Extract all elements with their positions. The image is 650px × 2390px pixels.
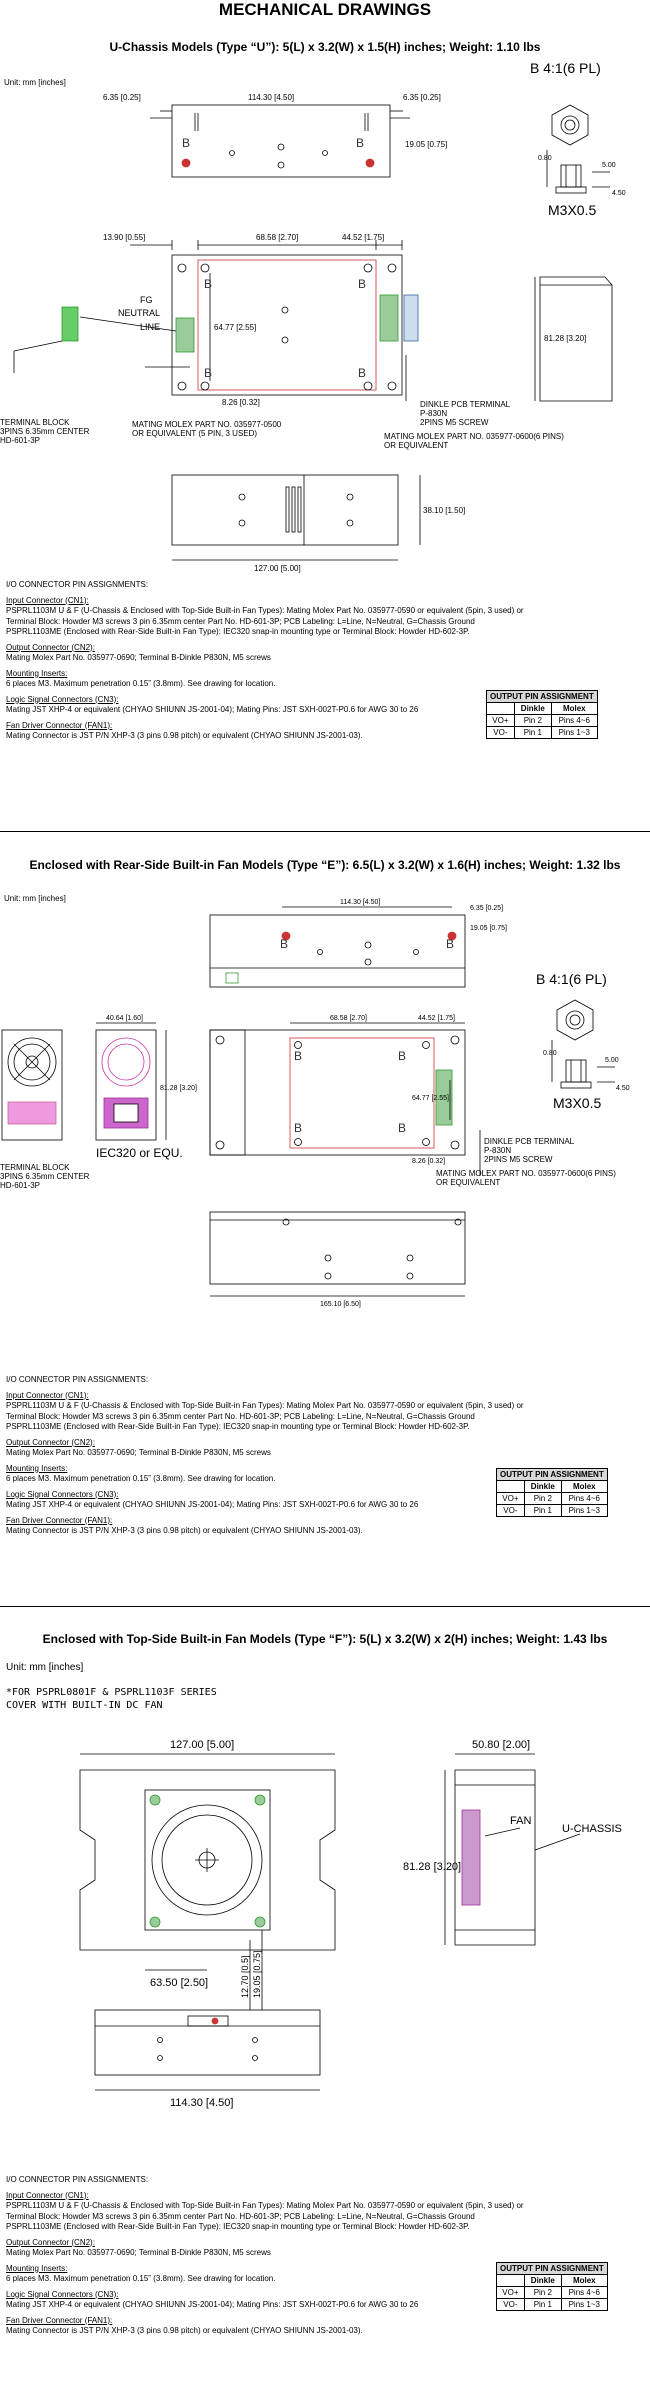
drawing-top-fan (0, 1730, 650, 2170)
dim-label: 12.70 [0.5] (240, 1955, 250, 1998)
io-fan-title: Fan Driver Connector (FAN1): (6, 2315, 113, 2325)
dim-label: 4.50 (616, 1085, 630, 1092)
io-heading: I/O CONNECTOR PIN ASSIGNMENTS: (6, 580, 149, 589)
table-row: VO- Pin 1 Pins 1~3 (497, 2299, 608, 2311)
dim-label: 127.00 [5.00] (170, 1739, 235, 1751)
scale-label: B 4:1(6 PL) (536, 971, 607, 987)
io-cn1-title: Input Connector (CN1): (6, 2190, 89, 2200)
uchassis-label: U-CHASSIS (562, 1823, 622, 1835)
dim-label: 81.28 [3.20] (160, 1085, 197, 1092)
dim-label: 40.64 [1.60] (106, 1015, 143, 1022)
dim-label: 44.52 [1.75] (342, 233, 385, 242)
drawing-u-chassis (0, 55, 650, 575)
section-title-e: Enclosed with Rear-Side Built-in Fan Models (Type “E”): 6.5(L) x 3.2(W) x 1.6(H) inches; Weight: 1.32 lbs (29, 858, 621, 872)
dim-label: 0.80 (538, 155, 552, 162)
terminal-label: 3PINS 6.35mm CENTER (0, 427, 90, 436)
io-heading: I/O CONNECTOR PIN ASSIGNMENTS: (6, 2175, 149, 2184)
io-block (6, 2175, 646, 2337)
dim-label: 81.28 [3.20] (544, 334, 587, 343)
dim-label: 114.30 [4.50] (340, 899, 381, 906)
detail-b-marker: B (356, 136, 365, 150)
io-mount-line: 6 places M3. Maximum penetration 0.15” (3.8mm). See drawing for location. (6, 2274, 276, 2283)
io-cn1-line: Terminal Block: Howder M3 screws 3 pin 6.35mm center Part No. HD-601-3P; PCB Labeling: L=Line, N=Neutral, G=Chassis Ground (6, 1411, 475, 1421)
detail-b-marker: B (358, 277, 367, 291)
dim-label: 68.58 [2.70] (330, 1015, 367, 1022)
dim-label: 81.28 [3.20] (403, 1861, 462, 1873)
dim-label: 6.35 [0.25] (403, 93, 441, 102)
screw-label: M3X0.5 (553, 1095, 602, 1111)
dinkle-label: P-830N (420, 409, 448, 418)
io-cn3-line: Mating JST XHP-4 or equivalent (CHYAO SHIUNN JS-2001-04); Mating Pins: JST SXH-002T-P0.6 for AWG 30 to 26 (6, 1500, 419, 1509)
io-mount-title: Mounting Inserts: (6, 2263, 68, 2273)
io-mount-title: Mounting Inserts: (6, 1463, 68, 1473)
dinkle-label: DINKLE PCB TERMINAL (420, 400, 511, 409)
detail-b-marker: B (204, 277, 213, 291)
unit-label: Unit: mm [inches] (6, 1662, 84, 1673)
dim-label: 68.58 [2.70] (256, 233, 299, 242)
dim-label: 165.10 [6.50] (320, 1301, 361, 1308)
scale-label: B 4:1(6 PL) (530, 60, 601, 76)
pin-table-caption: OUTPUT PIN ASSIGNMENT (497, 2263, 608, 2275)
io-cn2-title: Output Connector (CN2): (6, 642, 95, 652)
dinkle-label: 2PINS M5 SCREW (484, 1155, 553, 1164)
iec-label: IEC320 or EQU. (96, 1146, 183, 1160)
pin-table: OUTPUT PIN ASSIGNMENT Dinkle Molex VO+ Pin 2 Pins 4~6 VO- Pin 1 Pins 1~3 (496, 2262, 608, 2311)
io-cn3-title: Logic Signal Connectors (CN3): (6, 694, 119, 704)
io-cn1-line: Terminal Block: Howder M3 screws 3 pin 6.35mm center Part No. HD-601-3P; PCB Labeling: L=Line, N=Neutral, G=Chassis Ground (6, 616, 475, 626)
dim-label: 6.35 [0.25] (470, 905, 504, 912)
terminal-label: HD-601-3P (0, 436, 41, 445)
io-mount-line: 6 places M3. Maximum penetration 0.15” (3.8mm). See drawing for location. (6, 679, 276, 688)
dim-label: 38.10 [1.50] (423, 506, 466, 515)
page-title: MECHANICAL DRAWINGS (218, 0, 432, 19)
section-title-u: U-Chassis Models (Type “U”): 5(L) x 3.2(W) x 1.5(H) inches; Weight: 1.10 lbs (109, 40, 541, 54)
pin-table: OUTPUT PIN ASSIGNMENT Dinkle Molex VO+ Pin 2 Pins 4~6 VO- Pin 1 Pins 1~3 (486, 690, 598, 739)
label-fg: FG (140, 295, 153, 305)
pin-table-caption: OUTPUT PIN ASSIGNMENT (497, 1469, 608, 1481)
dinkle-label: DINKLE PCB TERMINAL (484, 1137, 575, 1146)
dim-label: 5.00 (602, 162, 616, 169)
pin-table-caption: OUTPUT PIN ASSIGNMENT (487, 691, 598, 703)
io-cn3-line: Mating JST XHP-4 or equivalent (CHYAO SHIUNN JS-2001-04); Mating Pins: JST SXH-002T-P0.6 for AWG 30 to 26 (6, 705, 419, 714)
label-neutral: NEUTRAL (118, 308, 161, 318)
io-cn1-line: PSPRL1103ME (Enclosed with Rear-Side Built-in Fan Type): IEC320 snap-in mounting type or Terminal Block: Howder HD-602-3P. (6, 627, 470, 636)
io-heading: I/O CONNECTOR PIN ASSIGNMENTS: (6, 1375, 149, 1384)
table-row: VO- Pin 1 Pins 1~3 (487, 727, 598, 739)
dim-label: 64.77 [2.55] (214, 323, 257, 332)
table-row: VO+ Pin 2 Pins 4~6 (497, 1493, 608, 1505)
io-cn2-line: Mating Molex Part No. 035977-0690; Terminal B-Dinkle P830N, M5 screws (6, 653, 271, 662)
section-divider (0, 1606, 650, 1607)
io-cn1-title: Input Connector (CN1): (6, 595, 89, 605)
dim-label: 114.30 [4.50] (248, 93, 295, 102)
dim-label: 63.50 [2.50] (150, 1977, 209, 1989)
terminal-label: TERMINAL BLOCK (0, 1163, 70, 1172)
dinkle-label: 2PINS M5 SCREW (420, 418, 489, 427)
dinkle-label: P-830N (484, 1146, 512, 1155)
detail-b-marker: B (280, 937, 289, 951)
mating-label: OR EQUIVALENT (436, 1178, 501, 1187)
io-fan-line: Mating Connector is JST P/N XHP-3 (3 pins 0.98 pitch) or equivalent (CHYAO SHIUNN JS-2001-03). (6, 731, 363, 740)
detail-b-marker: B (398, 1121, 407, 1135)
mating-label: MATING MOLEX PART NO. 035977-0600(6 PINS) (436, 1169, 616, 1178)
terminal-label: TERMINAL BLOCK (0, 418, 70, 427)
screw-label: M3X0.5 (548, 202, 597, 218)
io-cn1-line: PSPRL1103ME (Enclosed with Rear-Side Built-in Fan Type): IEC320 snap-in mounting type or Terminal Block: Howder HD-602-3P. (6, 2222, 470, 2231)
pin-table: OUTPUT PIN ASSIGNMENT Dinkle Molex VO+ Pin 2 Pins 4~6 VO- Pin 1 Pins 1~3 (496, 1468, 608, 1517)
io-cn3-title: Logic Signal Connectors (CN3): (6, 2289, 119, 2299)
io-fan-line: Mating Connector is JST P/N XHP-3 (3 pins 0.98 pitch) or equivalent (CHYAO SHIUNN JS-2001-03). (6, 1526, 363, 1535)
io-cn3-title: Logic Signal Connectors (CN3): (6, 1489, 119, 1499)
fan-label: FAN (510, 1815, 532, 1827)
table-row: VO+ Pin 2 Pins 4~6 (497, 2287, 608, 2299)
detail-b-marker: B (446, 937, 455, 951)
table-row: VO+ Pin 2 Pins 4~6 (487, 715, 598, 727)
detail-b-marker: B (294, 1049, 303, 1063)
detail-b-marker: B (398, 1049, 407, 1063)
dim-label: 13.90 [0.55] (103, 233, 146, 242)
io-fan-line: Mating Connector is JST P/N XHP-3 (3 pins 0.98 pitch) or equivalent (CHYAO SHIUNN JS-2001-03). (6, 2326, 363, 2335)
dim-label: 127.00 [5.00] (254, 564, 301, 573)
dim-label: 0.80 (543, 1050, 557, 1057)
dim-label: 19.05 [0.75] (470, 925, 507, 932)
dim-label: 8.26 [0.32] (412, 1158, 446, 1165)
terminal-label: 3PINS 6.35mm CENTER (0, 1172, 90, 1181)
dim-label: 19.05 [0.75] (252, 1950, 262, 1998)
fan-note: *FOR PSPRL0801F & PSPRL1103F SERIES COVER WITH BUILT-IN DC FAN (6, 1687, 217, 1711)
io-cn1-line: PSPRL1103M U & F (U-Chassis & Enclosed with Top-Side Built-in Fan Types): Mating Molex Part No. 035977-0590 or equivalent (5pin, 3 used) or (6, 2201, 524, 2210)
io-cn1-line: PSPRL1103M U & F (U-Chassis & Enclosed with Top-Side Built-in Fan Types): Mating Molex Part No. 035977-0590 or equivalent (5pin, 3 used) or (6, 606, 524, 615)
section-title-f: Enclosed with Top-Side Built-in Fan Models (Type “F”): 5(L) x 3.2(W) x 2(H) inches; Weight: 1.43 lbs (42, 1632, 608, 1646)
io-cn1-line: PSPRL1103ME (Enclosed with Rear-Side Built-in Fan Type): IEC320 snap-in mounting type or Terminal Block: Howder HD-602-3P. (6, 1422, 470, 1431)
mating-label: OR EQUIVALENT (384, 441, 449, 450)
io-mount-title: Mounting Inserts: (6, 668, 68, 678)
io-fan-title: Fan Driver Connector (FAN1): (6, 720, 113, 730)
dim-label: 6.35 [0.25] (103, 93, 141, 102)
detail-b-marker: B (182, 136, 191, 150)
mating-label: OR EQUIVALENT (5 PIN, 3 USED) (132, 429, 258, 438)
mating-label: MATING MOLEX PART NO. 035977-0500 (132, 420, 282, 429)
io-cn3-line: Mating JST XHP-4 or equivalent (CHYAO SHIUNN JS-2001-04); Mating Pins: JST SXH-002T-P0.6 for AWG 30 to 26 (6, 2300, 419, 2309)
unit-label: Unit: mm [inches] (4, 894, 66, 903)
detail-b-marker: B (294, 1121, 303, 1135)
io-mount-line: 6 places M3. Maximum penetration 0.15” (3.8mm). See drawing for location. (6, 1474, 276, 1483)
detail-b-marker: B (204, 366, 213, 380)
io-cn2-line: Mating Molex Part No. 035977-0690; Terminal B-Dinkle P830N, M5 screws (6, 1448, 271, 1457)
io-cn1-title: Input Connector (CN1): (6, 1390, 89, 1400)
table-row: VO- Pin 1 Pins 1~3 (497, 1505, 608, 1517)
io-cn2-title: Output Connector (CN2): (6, 1437, 95, 1447)
dim-label: 5.00 (605, 1057, 619, 1064)
detail-b-marker: B (358, 366, 367, 380)
drawing-rear-fan (0, 880, 650, 1340)
io-cn2-line: Mating Molex Part No. 035977-0690; Terminal B-Dinkle P830N, M5 screws (6, 2248, 271, 2257)
dim-label: 4.50 (612, 190, 626, 197)
io-fan-title: Fan Driver Connector (FAN1): (6, 1515, 113, 1525)
dim-label: 50.80 [2.00] (472, 1739, 531, 1751)
dim-label: 8.26 [0.32] (222, 398, 260, 407)
section-divider (0, 831, 650, 832)
unit-label: Unit: mm [inches] (4, 78, 66, 87)
io-cn2-title: Output Connector (CN2): (6, 2237, 95, 2247)
mating-label: MATING MOLEX PART NO. 035977-0600(6 PINS) (384, 432, 564, 441)
io-cn1-line: PSPRL1103M U & F (U-Chassis & Enclosed with Top-Side Built-in Fan Types): Mating Molex Part No. 035977-0590 or equivalent (5pin, 3 used) or (6, 1401, 524, 1410)
dim-label: 114.30 [4.50] (170, 2097, 234, 2109)
label-line: LINE (140, 322, 161, 332)
io-cn1-line: Terminal Block: Howder M3 screws 3 pin 6.35mm center Part No. HD-601-3P; PCB Labeling: L=Line, N=Neutral, G=Chassis Ground (6, 2211, 475, 2221)
terminal-label: HD-601-3P (0, 1181, 41, 1190)
dim-label: 44.52 [1.75] (418, 1015, 455, 1022)
dim-label: 64.77 [2.55] (412, 1095, 449, 1102)
dim-label: 19.05 [0.75] (405, 140, 448, 149)
